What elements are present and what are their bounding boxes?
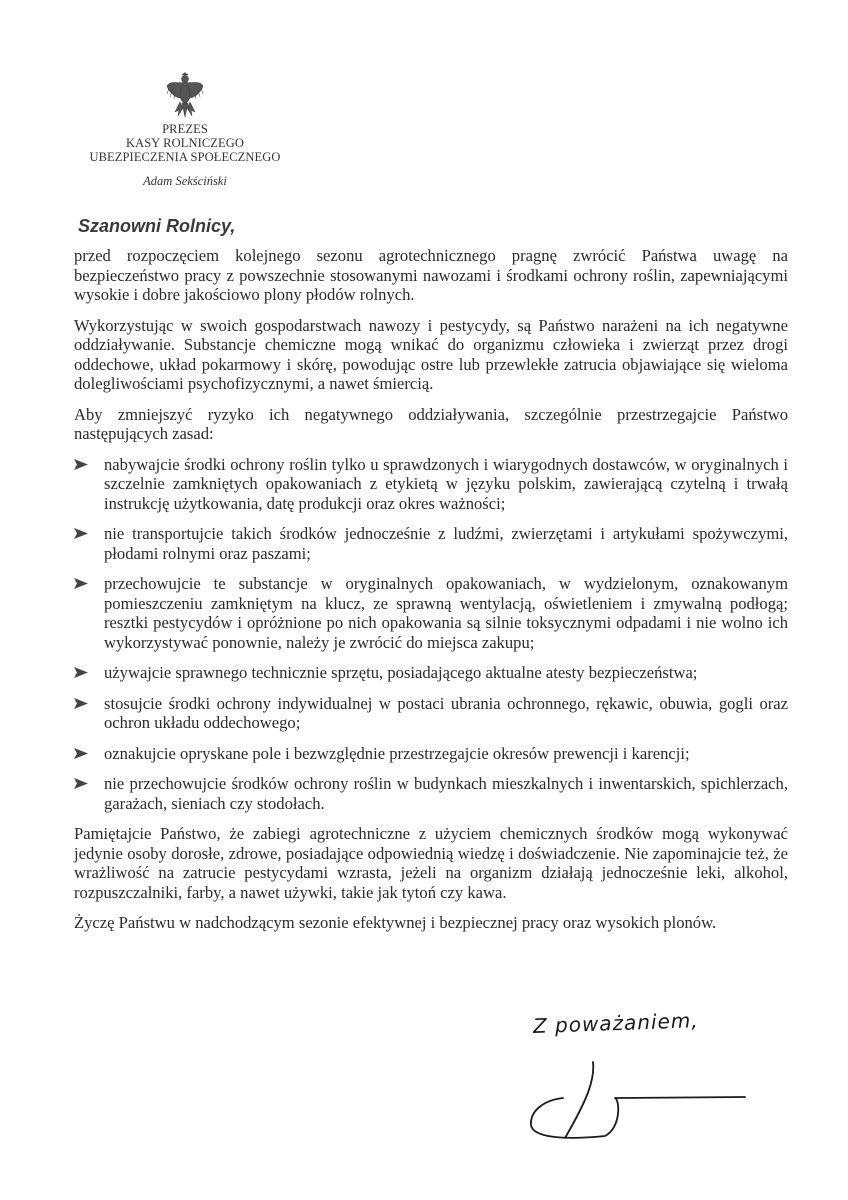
arrowhead-bullet-icon [74, 698, 88, 709]
paragraph-rules-intro: Aby zmniejszyć ryzyko ich negatywnego oddziaływania, szczególnie przestrzegajcie Państwo następujących zasad: [74, 404, 788, 443]
rule-item [74, 455, 788, 514]
letterhead-title-line: KASY ROLNICZEGO [125, 136, 245, 150]
rule-item [74, 774, 788, 813]
rule-text: nie transportujcie takich środków jednocześnie z ludźmi, zwierzętami i artykułami spożywczymi, płodami rolnymi oraz paszami; [104, 524, 788, 563]
paragraph-reminder: Pamiętajcie Państwo, że zabiegi agrotechniczne z użyciem chemicznych środków mogą wykonywać jedynie osoby dorosłe, zdrowe, posiadające odpowiednią wiedzę i doświadczenie. Nie zapominajcie też, że wrażliwość na zatrucie pestycydami wzrasta, jeżeli na organizm działają jednocześnie leki, alkohol, rozpuszczalniki, farby, a nawet używki, takie jak tytoń czy kawa. [74, 824, 788, 902]
arrowhead-bullet-icon [74, 778, 88, 789]
rule-text: przechowujcie te substancje w oryginalnych opakowaniach, w wydzielonym, oznakowanym pomieszczeniu zamkniętym na klucz, ze sprawną wentylacją, oświetleniem i zmywalną podłogą; resztki pestycydów i opróżnione po nich opakowania są silnie toksycznymi odpadami i nie wolno ich wykorzystywać ponownie, należy je zwrócić do miejsca zakupu; [104, 574, 788, 652]
signature-stroke [531, 1062, 745, 1138]
rule-item [74, 574, 788, 652]
letterhead [70, 72, 300, 189]
signature-block [525, 1010, 785, 1160]
rule-text: oznakujcie opryskane pole i bezwzględnie przestrzegajcie okresów prewencji i karencji; [104, 743, 690, 763]
handwritten-closing-note: Z poważaniem, [532, 1008, 700, 1038]
arrowhead-bullet-icon [74, 459, 88, 470]
rule-text: stosujcie środki ochrony indywidualnej w postaci ubrania ochronnego, rękawic, obuwia, gogli oraz ochron układu oddechowego; [104, 693, 788, 732]
salutation: Szanowni Rolnicy, [78, 216, 236, 236]
sender-name: Adam Sekściński [143, 174, 227, 188]
rule-item [74, 694, 788, 733]
paragraph-intro: przed rozpoczęciem kolejnego sezonu agrotechnicznego pragnę zwrócić Państwa uwagę na bezpieczeństwo pracy z powszechnie stosowanymi nawozami i środkami ochrony roślin, zapewniającymi wysokie i dobre jakościowo plony płodów rolnych. [74, 246, 788, 304]
rules-list [74, 455, 788, 814]
rule-text: nabywajcie środki ochrony roślin tylko u sprawdzonych i wiarygodnych dostawców, w oryginalnych i szczelnie zamkniętych opakowaniach z etykietą w języku polskim, zawierającą czytelną i trwałą instrukcję użytkowania, datę produkcji oraz okres ważności; [104, 454, 788, 513]
arrowhead-bullet-icon [74, 578, 88, 589]
arrowhead-bullet-icon [74, 528, 88, 539]
arrowhead-bullet-icon [74, 667, 88, 678]
letter-body [74, 246, 788, 944]
rule-item [74, 663, 788, 683]
rule-item [74, 524, 788, 563]
arrowhead-bullet-icon [74, 748, 88, 759]
letterhead-title-line: PREZES [162, 122, 208, 136]
polish-eagle-emblem-icon [165, 72, 205, 122]
paragraph-exposure: Wykorzystując w swoich gospodarstwach nawozy i pestycydy, są Państwo narażeni na ich negatywne oddziaływanie. Substancje chemiczne mogą wnikać do organizmu człowieka i zwierząt przez drogi oddechowe, układ pokarmowy i skórę, powodując ostre lub przewlekłe zatrucia objawiające się wieloma dolegliwościami psychofizycznymi, a nawet śmiercią. [74, 315, 788, 393]
rule-item [74, 744, 788, 764]
rule-text: nie przechowujcie środków ochrony roślin w budynkach mieszkalnych i inwentarskich, spichlerzach, garażach, sieniach czy stodołach. [104, 774, 788, 813]
paragraph-closing: Życzę Państwu w nadchodzącym sezonie efektywnej i bezpiecznej pracy oraz wysokich plonów. [74, 913, 717, 932]
letterhead-title-line: UBEZPIECZENIA SPOŁECZNEGO [89, 150, 281, 164]
rule-text: używajcie sprawnego technicznie sprzętu, posiadającego aktualne atesty bezpieczeństwa; [104, 663, 698, 682]
